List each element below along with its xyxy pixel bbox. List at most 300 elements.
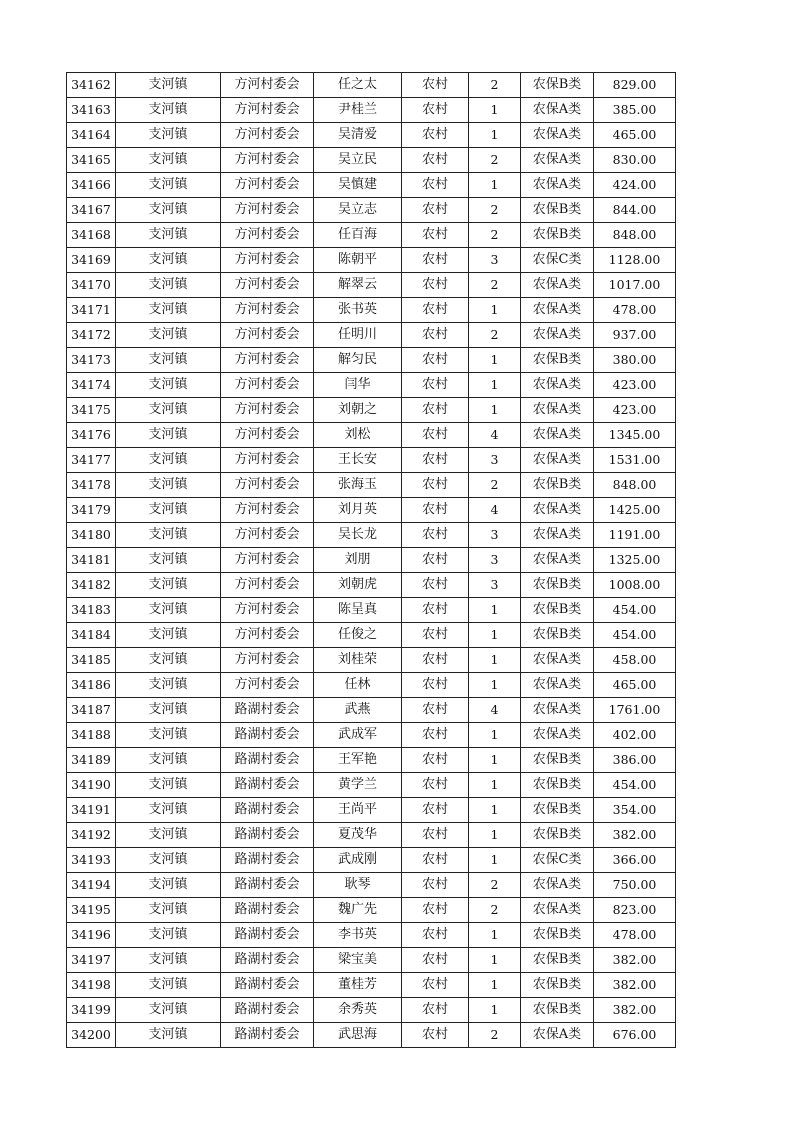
village-committee-cell: 方河村委会 <box>221 148 314 173</box>
amount-cell: 454.00 <box>594 773 676 798</box>
household-count-cell: 1 <box>469 923 521 948</box>
table-row <box>67 198 676 223</box>
village-committee-cell: 路湖村委会 <box>221 798 314 823</box>
record-id-cell: 34189 <box>67 748 116 773</box>
person-name-cell: 夏茂华 <box>314 823 402 848</box>
village-committee-cell: 方河村委会 <box>221 473 314 498</box>
person-name-cell: 李书英 <box>314 923 402 948</box>
person-name-cell: 余秀英 <box>314 998 402 1023</box>
record-id-cell: 34192 <box>67 823 116 848</box>
area-type-cell: 农村 <box>402 373 469 398</box>
record-id-cell: 34193 <box>67 848 116 873</box>
household-count-cell: 3 <box>469 548 521 573</box>
amount-cell: 750.00 <box>594 873 676 898</box>
village-committee-cell: 路湖村委会 <box>221 723 314 748</box>
insurance-category-cell: 农保B类 <box>521 473 594 498</box>
village-committee-cell: 方河村委会 <box>221 173 314 198</box>
insurance-category-cell: 农保A类 <box>521 398 594 423</box>
record-id-cell: 34176 <box>67 423 116 448</box>
table-row <box>67 273 676 298</box>
table-row <box>67 723 676 748</box>
area-type-cell: 农村 <box>402 548 469 573</box>
village-committee-cell: 路湖村委会 <box>221 998 314 1023</box>
record-id-cell: 34163 <box>67 98 116 123</box>
table-row <box>67 973 676 998</box>
household-count-cell: 1 <box>469 998 521 1023</box>
town-cell: 支河镇 <box>116 523 221 548</box>
amount-cell: 1325.00 <box>594 548 676 573</box>
person-name-cell: 吴慎建 <box>314 173 402 198</box>
amount-cell: 1017.00 <box>594 273 676 298</box>
area-type-cell: 农村 <box>402 73 469 98</box>
person-name-cell: 刘桂荣 <box>314 648 402 673</box>
household-count-cell: 1 <box>469 723 521 748</box>
insurance-category-cell: 农保A类 <box>521 898 594 923</box>
village-committee-cell: 方河村委会 <box>221 548 314 573</box>
person-name-cell: 董桂芳 <box>314 973 402 998</box>
town-cell: 支河镇 <box>116 248 221 273</box>
village-committee-cell: 方河村委会 <box>221 673 314 698</box>
insurance-category-cell: 农保B类 <box>521 573 594 598</box>
household-count-cell: 2 <box>469 198 521 223</box>
area-type-cell: 农村 <box>402 523 469 548</box>
village-committee-cell: 路湖村委会 <box>221 973 314 998</box>
person-name-cell: 张海玉 <box>314 473 402 498</box>
person-name-cell: 刘朋 <box>314 548 402 573</box>
record-id-cell: 34164 <box>67 123 116 148</box>
household-count-cell: 1 <box>469 748 521 773</box>
household-count-cell: 4 <box>469 498 521 523</box>
person-name-cell: 任明川 <box>314 323 402 348</box>
household-count-cell: 2 <box>469 148 521 173</box>
village-committee-cell: 方河村委会 <box>221 348 314 373</box>
amount-cell: 423.00 <box>594 398 676 423</box>
household-count-cell: 4 <box>469 423 521 448</box>
insurance-category-cell: 农保B类 <box>521 623 594 648</box>
amount-cell: 385.00 <box>594 98 676 123</box>
insurance-category-cell: 农保A类 <box>521 373 594 398</box>
town-cell: 支河镇 <box>116 73 221 98</box>
village-committee-cell: 方河村委会 <box>221 523 314 548</box>
area-type-cell: 农村 <box>402 598 469 623</box>
village-committee-cell: 方河村委会 <box>221 648 314 673</box>
area-type-cell: 农村 <box>402 748 469 773</box>
town-cell: 支河镇 <box>116 373 221 398</box>
amount-cell: 382.00 <box>594 948 676 973</box>
area-type-cell: 农村 <box>402 123 469 148</box>
person-name-cell: 刘朝虎 <box>314 573 402 598</box>
town-cell: 支河镇 <box>116 223 221 248</box>
household-count-cell: 2 <box>469 223 521 248</box>
household-count-cell: 1 <box>469 98 521 123</box>
record-id-cell: 34166 <box>67 173 116 198</box>
village-committee-cell: 路湖村委会 <box>221 948 314 973</box>
household-count-cell: 3 <box>469 248 521 273</box>
household-count-cell: 2 <box>469 323 521 348</box>
household-count-cell: 1 <box>469 798 521 823</box>
village-committee-cell: 路湖村委会 <box>221 898 314 923</box>
amount-cell: 454.00 <box>594 598 676 623</box>
village-committee-cell: 路湖村委会 <box>221 698 314 723</box>
town-cell: 支河镇 <box>116 498 221 523</box>
village-committee-cell: 方河村委会 <box>221 298 314 323</box>
household-count-cell: 1 <box>469 348 521 373</box>
village-committee-cell: 路湖村委会 <box>221 923 314 948</box>
insurance-category-cell: 农保B类 <box>521 223 594 248</box>
area-type-cell: 农村 <box>402 398 469 423</box>
area-type-cell: 农村 <box>402 798 469 823</box>
area-type-cell: 农村 <box>402 848 469 873</box>
table-row <box>67 623 676 648</box>
person-name-cell: 黄学兰 <box>314 773 402 798</box>
area-type-cell: 农村 <box>402 223 469 248</box>
town-cell: 支河镇 <box>116 748 221 773</box>
town-cell: 支河镇 <box>116 823 221 848</box>
record-id-cell: 34170 <box>67 273 116 298</box>
table-row <box>67 248 676 273</box>
table-row <box>67 748 676 773</box>
amount-cell: 1128.00 <box>594 248 676 273</box>
town-cell: 支河镇 <box>116 673 221 698</box>
insurance-category-cell: 农保A类 <box>521 723 594 748</box>
table-row <box>67 373 676 398</box>
amount-cell: 1425.00 <box>594 498 676 523</box>
person-name-cell: 闫华 <box>314 373 402 398</box>
insurance-category-cell: 农保A类 <box>521 123 594 148</box>
record-id-cell: 34181 <box>67 548 116 573</box>
village-committee-cell: 方河村委会 <box>221 623 314 648</box>
table-row <box>67 98 676 123</box>
village-committee-cell: 方河村委会 <box>221 123 314 148</box>
record-id-cell: 34178 <box>67 473 116 498</box>
amount-cell: 1761.00 <box>594 698 676 723</box>
amount-cell: 386.00 <box>594 748 676 773</box>
town-cell: 支河镇 <box>116 898 221 923</box>
amount-cell: 402.00 <box>594 723 676 748</box>
household-count-cell: 1 <box>469 173 521 198</box>
town-cell: 支河镇 <box>116 973 221 998</box>
area-type-cell: 农村 <box>402 698 469 723</box>
record-id-cell: 34175 <box>67 398 116 423</box>
record-id-cell: 34184 <box>67 623 116 648</box>
insurance-category-cell: 农保B类 <box>521 923 594 948</box>
household-count-cell: 2 <box>469 73 521 98</box>
town-cell: 支河镇 <box>116 773 221 798</box>
person-name-cell: 武成军 <box>314 723 402 748</box>
amount-cell: 465.00 <box>594 673 676 698</box>
town-cell: 支河镇 <box>116 273 221 298</box>
area-type-cell: 农村 <box>402 1023 469 1048</box>
village-committee-cell: 方河村委会 <box>221 398 314 423</box>
person-name-cell: 耿琴 <box>314 873 402 898</box>
village-committee-cell: 方河村委会 <box>221 73 314 98</box>
table-row <box>67 648 676 673</box>
household-count-cell: 2 <box>469 473 521 498</box>
area-type-cell: 农村 <box>402 573 469 598</box>
town-cell: 支河镇 <box>116 623 221 648</box>
household-count-cell: 2 <box>469 873 521 898</box>
insurance-category-cell: 农保B类 <box>521 598 594 623</box>
insurance-category-cell: 农保A类 <box>521 448 594 473</box>
amount-cell: 354.00 <box>594 798 676 823</box>
record-id-cell: 34183 <box>67 598 116 623</box>
town-cell: 支河镇 <box>116 548 221 573</box>
record-id-cell: 34195 <box>67 898 116 923</box>
household-count-cell: 3 <box>469 448 521 473</box>
amount-cell: 423.00 <box>594 373 676 398</box>
record-id-cell: 34180 <box>67 523 116 548</box>
person-name-cell: 吴立志 <box>314 198 402 223</box>
village-committee-cell: 方河村委会 <box>221 198 314 223</box>
insurance-category-cell: 农保A类 <box>521 148 594 173</box>
insurance-category-cell: 农保A类 <box>521 1023 594 1048</box>
amount-cell: 829.00 <box>594 73 676 98</box>
household-count-cell: 2 <box>469 898 521 923</box>
insurance-category-cell: 农保A类 <box>521 523 594 548</box>
amount-cell: 830.00 <box>594 148 676 173</box>
village-committee-cell: 方河村委会 <box>221 448 314 473</box>
table-row <box>67 73 676 98</box>
person-name-cell: 武成刚 <box>314 848 402 873</box>
record-id-cell: 34174 <box>67 373 116 398</box>
area-type-cell: 农村 <box>402 948 469 973</box>
record-id-cell: 34165 <box>67 148 116 173</box>
person-name-cell: 张书英 <box>314 298 402 323</box>
household-count-cell: 1 <box>469 673 521 698</box>
table-body <box>67 73 676 1048</box>
table-row <box>67 823 676 848</box>
area-type-cell: 农村 <box>402 673 469 698</box>
insurance-category-cell: 农保B类 <box>521 348 594 373</box>
record-id-cell: 34187 <box>67 698 116 723</box>
insurance-category-cell: 农保B类 <box>521 948 594 973</box>
amount-cell: 1345.00 <box>594 423 676 448</box>
village-committee-cell: 方河村委会 <box>221 373 314 398</box>
insurance-category-cell: 农保B类 <box>521 773 594 798</box>
insurance-category-cell: 农保A类 <box>521 548 594 573</box>
village-committee-cell: 方河村委会 <box>221 223 314 248</box>
town-cell: 支河镇 <box>116 923 221 948</box>
area-type-cell: 农村 <box>402 898 469 923</box>
area-type-cell: 农村 <box>402 973 469 998</box>
village-committee-cell: 方河村委会 <box>221 423 314 448</box>
town-cell: 支河镇 <box>116 873 221 898</box>
record-id-cell: 34177 <box>67 448 116 473</box>
household-count-cell: 1 <box>469 123 521 148</box>
table-row <box>67 498 676 523</box>
insurance-category-cell: 农保A类 <box>521 648 594 673</box>
town-cell: 支河镇 <box>116 423 221 448</box>
record-id-cell: 34168 <box>67 223 116 248</box>
household-count-cell: 1 <box>469 648 521 673</box>
amount-cell: 1531.00 <box>594 448 676 473</box>
record-id-cell: 34200 <box>67 1023 116 1048</box>
town-cell: 支河镇 <box>116 948 221 973</box>
area-type-cell: 农村 <box>402 173 469 198</box>
town-cell: 支河镇 <box>116 348 221 373</box>
table-row <box>67 398 676 423</box>
town-cell: 支河镇 <box>116 1023 221 1048</box>
area-type-cell: 农村 <box>402 323 469 348</box>
amount-cell: 844.00 <box>594 198 676 223</box>
town-cell: 支河镇 <box>116 198 221 223</box>
household-count-cell: 1 <box>469 298 521 323</box>
record-id-cell: 34179 <box>67 498 116 523</box>
table-row <box>67 123 676 148</box>
table-row <box>67 773 676 798</box>
area-type-cell: 农村 <box>402 273 469 298</box>
table-row <box>67 948 676 973</box>
person-name-cell: 吴长龙 <box>314 523 402 548</box>
village-committee-cell: 方河村委会 <box>221 598 314 623</box>
person-name-cell: 吴立民 <box>314 148 402 173</box>
person-name-cell: 尹桂兰 <box>314 98 402 123</box>
area-type-cell: 农村 <box>402 348 469 373</box>
person-name-cell: 任林 <box>314 673 402 698</box>
person-name-cell: 解翠云 <box>314 273 402 298</box>
village-committee-cell: 方河村委会 <box>221 273 314 298</box>
town-cell: 支河镇 <box>116 648 221 673</box>
town-cell: 支河镇 <box>116 723 221 748</box>
insurance-category-cell: 农保A类 <box>521 98 594 123</box>
table-row <box>67 848 676 873</box>
amount-cell: 1008.00 <box>594 573 676 598</box>
person-name-cell: 陈呈真 <box>314 598 402 623</box>
town-cell: 支河镇 <box>116 698 221 723</box>
insurance-category-cell: 农保B类 <box>521 998 594 1023</box>
record-id-cell: 34173 <box>67 348 116 373</box>
record-id-cell: 34186 <box>67 673 116 698</box>
person-name-cell: 任俊之 <box>314 623 402 648</box>
person-name-cell: 任之太 <box>314 73 402 98</box>
household-count-cell: 1 <box>469 823 521 848</box>
town-cell: 支河镇 <box>116 848 221 873</box>
insurance-category-cell: 农保A类 <box>521 423 594 448</box>
table-row <box>67 323 676 348</box>
person-name-cell: 刘朝之 <box>314 398 402 423</box>
area-type-cell: 农村 <box>402 623 469 648</box>
town-cell: 支河镇 <box>116 998 221 1023</box>
table-row <box>67 173 676 198</box>
household-count-cell: 1 <box>469 398 521 423</box>
record-id-cell: 34194 <box>67 873 116 898</box>
insurance-category-cell: 农保B类 <box>521 198 594 223</box>
insurance-category-cell: 农保C类 <box>521 248 594 273</box>
amount-cell: 382.00 <box>594 973 676 998</box>
record-id-cell: 34197 <box>67 948 116 973</box>
area-type-cell: 农村 <box>402 423 469 448</box>
table-row <box>67 348 676 373</box>
household-count-cell: 1 <box>469 773 521 798</box>
person-name-cell: 武思海 <box>314 1023 402 1048</box>
person-name-cell: 刘松 <box>314 423 402 448</box>
record-id-cell: 34182 <box>67 573 116 598</box>
insurance-category-cell: 农保A类 <box>521 698 594 723</box>
insurance-category-cell: 农保A类 <box>521 498 594 523</box>
insurance-category-cell: 农保B类 <box>521 823 594 848</box>
area-type-cell: 农村 <box>402 723 469 748</box>
village-committee-cell: 方河村委会 <box>221 98 314 123</box>
amount-cell: 1191.00 <box>594 523 676 548</box>
village-committee-cell: 路湖村委会 <box>221 823 314 848</box>
household-count-cell: 1 <box>469 623 521 648</box>
insurance-category-cell: 农保A类 <box>521 173 594 198</box>
town-cell: 支河镇 <box>116 398 221 423</box>
town-cell: 支河镇 <box>116 573 221 598</box>
area-type-cell: 农村 <box>402 648 469 673</box>
person-name-cell: 武燕 <box>314 698 402 723</box>
town-cell: 支河镇 <box>116 798 221 823</box>
amount-cell: 380.00 <box>594 348 676 373</box>
person-name-cell: 吴清爱 <box>314 123 402 148</box>
table-row <box>67 1023 676 1048</box>
amount-cell: 454.00 <box>594 623 676 648</box>
amount-cell: 382.00 <box>594 998 676 1023</box>
area-type-cell: 农村 <box>402 823 469 848</box>
person-name-cell: 王长安 <box>314 448 402 473</box>
village-committee-cell: 路湖村委会 <box>221 1023 314 1048</box>
record-id-cell: 34191 <box>67 798 116 823</box>
amount-cell: 478.00 <box>594 298 676 323</box>
person-name-cell: 王军艳 <box>314 748 402 773</box>
village-committee-cell: 路湖村委会 <box>221 748 314 773</box>
table-row <box>67 998 676 1023</box>
area-type-cell: 农村 <box>402 923 469 948</box>
table-row <box>67 523 676 548</box>
record-id-cell: 34167 <box>67 198 116 223</box>
town-cell: 支河镇 <box>116 298 221 323</box>
area-type-cell: 农村 <box>402 448 469 473</box>
area-type-cell: 农村 <box>402 498 469 523</box>
insurance-category-cell: 农保B类 <box>521 73 594 98</box>
table-row <box>67 898 676 923</box>
area-type-cell: 农村 <box>402 248 469 273</box>
amount-cell: 848.00 <box>594 223 676 248</box>
insurance-category-cell: 农保A类 <box>521 298 594 323</box>
insurance-category-cell: 农保A类 <box>521 873 594 898</box>
insurance-category-cell: 农保C类 <box>521 848 594 873</box>
record-id-cell: 34196 <box>67 923 116 948</box>
table-row <box>67 148 676 173</box>
table-row <box>67 598 676 623</box>
table-row <box>67 873 676 898</box>
person-name-cell: 陈朝平 <box>314 248 402 273</box>
village-committee-cell: 路湖村委会 <box>221 773 314 798</box>
table-row <box>67 448 676 473</box>
town-cell: 支河镇 <box>116 173 221 198</box>
table-row <box>67 573 676 598</box>
record-id-cell: 34162 <box>67 73 116 98</box>
village-committee-cell: 方河村委会 <box>221 573 314 598</box>
town-cell: 支河镇 <box>116 323 221 348</box>
area-type-cell: 农村 <box>402 773 469 798</box>
area-type-cell: 农村 <box>402 148 469 173</box>
table-row <box>67 423 676 448</box>
table-row <box>67 923 676 948</box>
area-type-cell: 农村 <box>402 98 469 123</box>
area-type-cell: 农村 <box>402 198 469 223</box>
household-count-cell: 2 <box>469 1023 521 1048</box>
person-name-cell: 魏广先 <box>314 898 402 923</box>
town-cell: 支河镇 <box>116 148 221 173</box>
amount-cell: 424.00 <box>594 173 676 198</box>
household-count-cell: 1 <box>469 948 521 973</box>
village-committee-cell: 方河村委会 <box>221 323 314 348</box>
household-count-cell: 3 <box>469 573 521 598</box>
record-id-cell: 34198 <box>67 973 116 998</box>
record-id-cell: 34199 <box>67 998 116 1023</box>
area-type-cell: 农村 <box>402 998 469 1023</box>
